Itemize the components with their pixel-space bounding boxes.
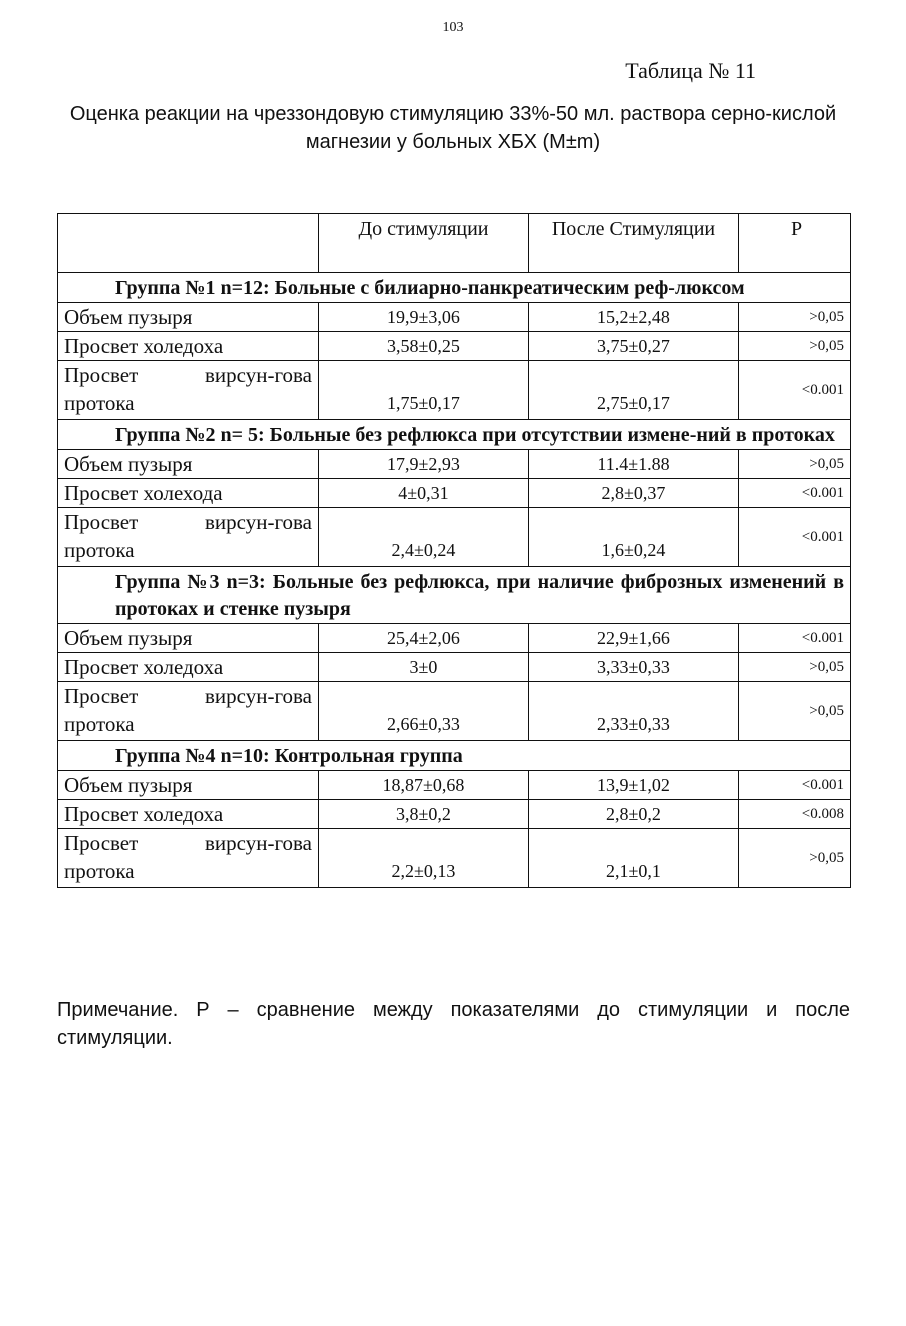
value-after: 15,2±2,48 — [529, 303, 739, 332]
p-value: >0,05 — [739, 332, 851, 361]
value-after: 2,75±0,17 — [529, 361, 739, 420]
table-row — [58, 682, 851, 741]
value-after: 2,1±0,1 — [529, 829, 739, 888]
value-before: 25,4±2,06 — [319, 624, 529, 653]
value-after: 3,33±0,33 — [529, 653, 739, 682]
results-table — [57, 213, 851, 888]
value-after: 2,8±0,37 — [529, 479, 739, 508]
table-row — [58, 332, 851, 361]
table-number: Таблица № 11 — [625, 58, 756, 83]
value-after: 2,8±0,2 — [529, 800, 739, 829]
value-before: 3,8±0,2 — [319, 800, 529, 829]
metric-label: Просвет холедоха — [58, 653, 319, 682]
value-before: 2,66±0,33 — [319, 682, 529, 741]
value-before: 2,4±0,24 — [319, 508, 529, 567]
metric-label: Просвет вирсун-гова протока — [58, 508, 319, 567]
value-before: 17,9±2,93 — [319, 450, 529, 479]
metric-label: Просвет холедоха — [58, 800, 319, 829]
table-row — [58, 624, 851, 653]
p-value: <0.008 — [739, 800, 851, 829]
table-row — [58, 479, 851, 508]
value-before: 2,2±0,13 — [319, 829, 529, 888]
value-before: 3,58±0,25 — [319, 332, 529, 361]
p-value: <0.001 — [739, 771, 851, 800]
value-before: 1,75±0,17 — [319, 361, 529, 420]
table-row — [58, 829, 851, 888]
page-number: 103 — [442, 20, 464, 35]
table-row — [58, 361, 851, 420]
metric-label: Объем пузыря — [58, 771, 319, 800]
metric-label: Объем пузыря — [58, 450, 319, 479]
group-row-2 — [58, 420, 851, 450]
p-value: <0.001 — [739, 624, 851, 653]
group-title: Группа №2 n= 5: Больные без рефлюкса при отсутствии измене-ний в протоках — [58, 420, 851, 450]
table-header-row — [58, 214, 851, 273]
header-before-stimulation: До стимуляции — [319, 214, 529, 273]
group-row-3 — [58, 567, 851, 624]
p-value: >0,05 — [739, 829, 851, 888]
value-after: 2,33±0,33 — [529, 682, 739, 741]
header-after-stimulation: После Стимуляции — [529, 214, 739, 273]
p-value: <0.001 — [739, 508, 851, 567]
value-after: 13,9±1,02 — [529, 771, 739, 800]
header-empty-cell — [58, 214, 319, 273]
metric-label: Объем пузыря — [58, 303, 319, 332]
value-after: 1,6±0,24 — [529, 508, 739, 567]
table-row — [58, 771, 851, 800]
p-value: <0.001 — [739, 479, 851, 508]
metric-label: Просвет вирсун-гова протока — [58, 829, 319, 888]
value-before: 3±0 — [319, 653, 529, 682]
group-row-1 — [58, 273, 851, 303]
value-after: 11.4±1.88 — [529, 450, 739, 479]
value-before: 18,87±0,68 — [319, 771, 529, 800]
metric-label: Объем пузыря — [58, 624, 319, 653]
p-value: >0,05 — [739, 450, 851, 479]
metric-label: Просвет холехода — [58, 479, 319, 508]
group-title: Группа №1 n=12: Больные с билиарно-панкреатическим реф-люксом — [58, 273, 851, 303]
table-row — [58, 508, 851, 567]
metric-label: Просвет вирсун-гова протока — [58, 682, 319, 741]
table-row — [58, 653, 851, 682]
group-title: Группа №4 n=10: Контрольная группа — [58, 741, 851, 771]
value-before: 4±0,31 — [319, 479, 529, 508]
header-p-value: Р — [739, 214, 851, 273]
table-note: Примечание. Р – сравнение между показателями до стимуляции и после стимуляции. — [57, 999, 850, 1049]
metric-label: Просвет вирсун-гова протока — [58, 361, 319, 420]
value-after: 3,75±0,27 — [529, 332, 739, 361]
p-value: >0,05 — [739, 303, 851, 332]
group-row-4 — [58, 741, 851, 771]
value-before: 19,9±3,06 — [319, 303, 529, 332]
table-caption: Оценка реакции на чреззондовую стимуляцию 33%-50 мл. раствора серно-кислой магнезии у больных ХБХ (М±m) — [69, 103, 837, 153]
group-title: Группа №3 n=3: Больные без рефлюкса, при наличие фиброзных изменений в протоках и стенке пузыря — [58, 567, 851, 624]
value-after: 22,9±1,66 — [529, 624, 739, 653]
p-value: >0,05 — [739, 682, 851, 741]
table-row — [58, 450, 851, 479]
table-row — [58, 303, 851, 332]
metric-label: Просвет холедоха — [58, 332, 319, 361]
p-value: <0.001 — [739, 361, 851, 420]
p-value: >0,05 — [739, 653, 851, 682]
table-row — [58, 800, 851, 829]
